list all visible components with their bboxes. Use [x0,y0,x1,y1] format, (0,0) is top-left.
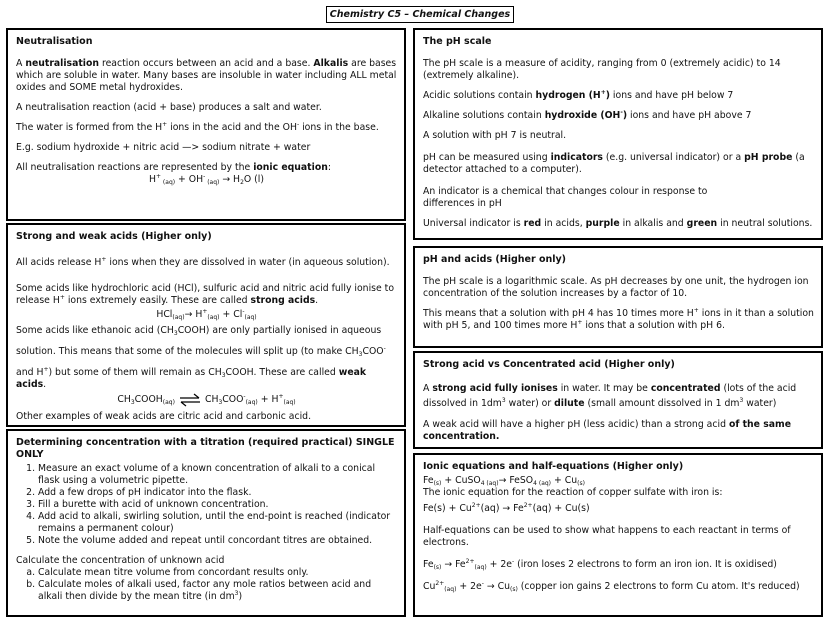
ph-measured: pH can be measured using indicators (e.g. universal indicator) or a pH probe (a detector attached to a computer). [423,152,805,175]
neutralisation-heading: Neutralisation [16,36,93,47]
ionic-heading: Ionic equations and half-equations (Higher only) [423,461,684,472]
titration-step: 3. Fill a burette with acid of unknown concentration. [38,499,397,511]
weak-acids-line1: Some acids like ethanoic acid $(CH_3COOH)$ are only partially ionised in aqueous [16,325,382,337]
strong-conc-definition: A strong acid fully ionises in water. It may be concentrated (lots of the acid dissolved in $1dm^3$ water) or dilute (small amount dissolved in 1 $dm^3$ water) [423,383,797,409]
ph-factor-example: This means that a solution with pH 4 has 10 times more H+ ions in it than a solution with pH 5, and 100 times more H+ ions that a solution with pH 6. [423,307,814,331]
calc-step: a. Calculate mean titre volume from concordant results only. [38,567,397,579]
iron-copper-ionic-equation: $Fe(s) + Cu^{2+}(aq) \to Fe^{2+}(aq) + Cu(s)$ [423,502,590,514]
strong-weak-heading: Strong and weak acids (Higher only) [16,231,212,242]
ionic-equations-box [413,453,823,617]
titration-step: 4. Add acid to alkali, swirling solution, until the end-point is reached (indicator remains a permanent colour) [38,511,397,535]
neutralisation-intro: A neutralisation reaction occurs between an acid and a base. Alkalis are bases which are soluble in water. Many bases are insoluble in water including ALL metal oxides and SOME metal hydroxides. [16,58,397,93]
neutralisation-box [6,28,406,221]
iron-copper-sulfate-equation: $Fe_{(s)}$ + CuSO$_{4 (aq)}$→ FeSO$_{4 (aq)}$ + $Cu_{(s)}$ [423,475,585,487]
titration-step: 5. Note the volume added and repeat until concordant titres are obtained. [38,535,397,547]
strong-weak-acids-box [6,223,406,427]
ph-acids-heading: pH and acids (Higher only) [423,254,567,265]
titration-calc-steps [16,567,397,603]
other-weak-acids: Other examples of weak acids are citric acid and carbonic acid. [16,411,312,422]
ph-scale-heading: The pH scale [423,36,492,47]
ph-acids-box [413,246,823,348]
ph-acidic: Acidic solutions contain hydrogen (H+) ions and have pH below 7 [423,89,734,101]
ionic-equation-intro: The ionic equation for the reaction of copper sulfate with iron is: [423,487,723,498]
ethanoic-products: $CH_3COO^-_{(aq)} + H^+_{(aq)}$ [204,393,296,406]
weak-acid-comparison: A weak acid will have a higher pH (less acidic) than a strong acid of the same concentration. [423,419,792,442]
calc-step: b. Calculate moles of alkali used, factor any mole ratios between acid and alkali then divide by the mean titre (in $dm^3$) [38,579,397,603]
weak-acids-line2: solution. This means that some of the molecules will split up (to make $CH_3COO^-$ [16,345,386,358]
half-equations-intro: Half-equations can be used to show what happens to each reactant in terms of electrons. [423,525,791,548]
ph-alkaline: Alkaline solutions contain hydroxide (OH-) ions and have pH above 7 [423,109,752,121]
ph-neutral: A solution with pH 7 is neutral. [423,130,567,141]
strong-weak-release: All acids release H+ ions when they are dissolved in water (in aqueous solution). [16,256,390,268]
ethanoic-equation [16,393,397,407]
page-title: Chemistry C5 – Chemical Changes [326,6,514,23]
ph-scale-range: The pH scale is a measure of acidity, ranging from 0 (extremely acidic) to 14 (extremely alkaline). [423,58,781,81]
hcl-equation: $HCl_{(aq)}\to H^+_{(aq)} + Cl^-_{(aq)}$ [156,308,257,321]
neutralisation-products: A neutralisation reaction (acid + base) produces a salt and water. [16,102,322,113]
titration-box [6,429,406,617]
ph-log-scale: The pH scale is a logarithmic scale. As pH decreases by one unit, the hydrogen ion concentration of the solution increases by a factor of 10. [423,276,809,299]
strong-conc-heading: Strong acid vs Concentrated acid (Higher only) [423,359,675,370]
copper-half-equation: $Cu^{2+}_{(aq)} + 2e^- \to Cu_{(s)}$ (copper ion gains 2 electrons to form Cu atom. It's reduced) [423,580,800,593]
ph-universal-indicator: Universal indicator is red in acids, purple in alkalis and green in neutral solutions. [423,218,813,229]
iron-half-equation: $Fe_{(s)} \to Fe^{2+}_{(aq)} + 2e^-$ (iron loses 2 electrons to form an iron ion. It is oxidised) [423,558,777,571]
neutralisation-equation: H+ $_{(aq)}$ + OH- $_{(aq)} \to H_2O$ (l) [148,173,265,186]
titration-heading: Determining concentration with a titration (required practical) SINGLE ONLY [16,437,395,460]
ethanoic-reactant: $CH_3COOH_{(aq)}$ [117,394,175,406]
strong-vs-concentrated-box [413,351,823,449]
titration-calc-intro: Calculate the concentration of unknown acid [16,555,225,566]
equilibrium-arrow-icon [179,393,201,407]
weak-acids-line3: and H+) but some of them will remain as $CH_3COOH$. These are called weak acids. [16,366,367,390]
titration-step: 1. Measure an exact volume of a known concentration of alkali to a conical flask using a volumetric pipette. [38,463,397,487]
neutralisation-ionic-text: All neutralisation reactions are represented by the ionic equation: [16,162,331,173]
ph-indicator-def: An indicator is a chemical that changes colour in response to differences in pH [423,186,708,209]
titration-steps [16,463,397,547]
neutralisation-water: The water is formed from the H+ ions in the acid and the OH- ions in the base. [16,121,379,133]
neutralisation-example: E.g. sodium hydroxide + nitric acid —> sodium nitrate + water [16,142,311,153]
strong-acids-text: Some acids like hydrochloric acid (HCl), sulfuric acid and nitric acid fully ionise to release H+ ions extremely easily. These are called strong acids. [16,283,395,306]
ph-scale-box [413,28,823,240]
titration-step: 2. Add a few drops of pH indicator into the flask. [38,487,397,499]
